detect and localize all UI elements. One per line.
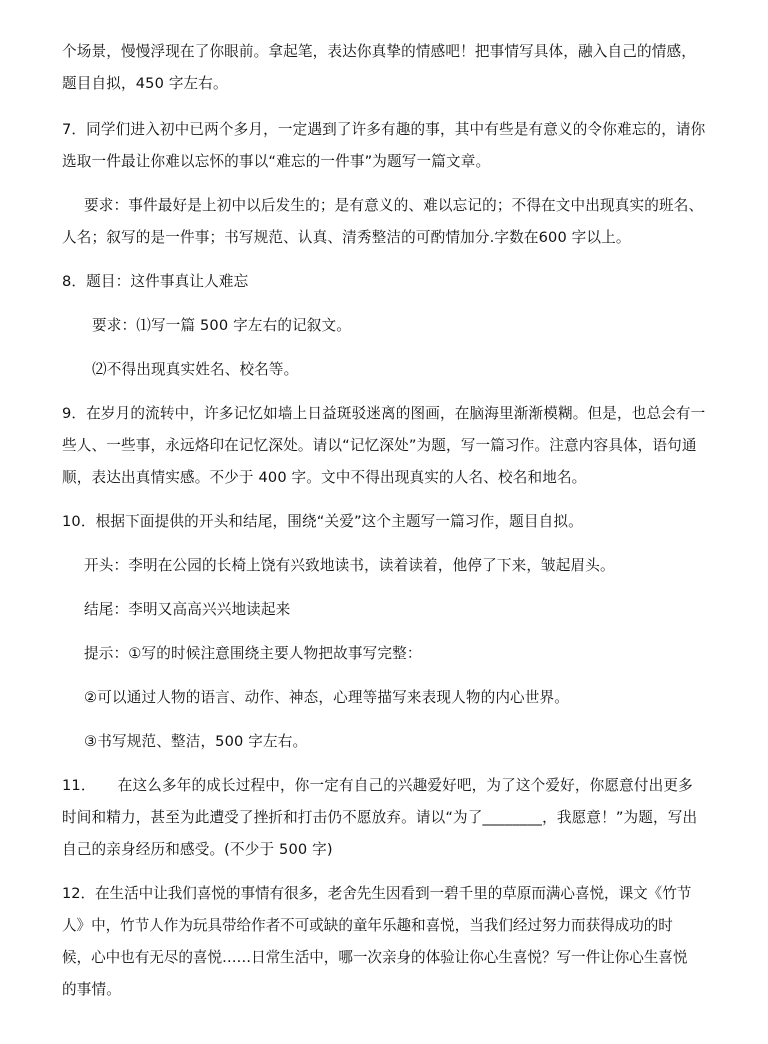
question-9-line: 些人、一些事，永远烙印在记忆深处。请以“记忆深处”为题，写一篇习作。注意内容具体，语句通 [62,437,697,454]
opening-line: 开头：李明在公园的长椅上饶有兴致地读书，读着读着，他停了下来，皱起眉头。 [84,557,615,574]
requirement-line: 要求：⑴写一篇 500 字左右的记叙文。 [92,317,352,334]
question-9-line: 9．在岁月的流转中，许多记忆如墙上日益斑驳迷离的图画，在脑海里渐渐模糊。但是，也总会有一 [62,405,706,422]
text-line: 个场景，慢慢浮现在了你眼前。拿起笔，表达你真挚的情感吧！把事情写具体，融入自己的情感， [62,43,696,60]
requirement-line: ⑵不得出现真实姓名、校名等。 [92,361,299,378]
question-11-line: 自己的亲身经历和感受。(不少于 500 字) [62,841,333,858]
question-11-line: 时间和精力，甚至为此遭受了挫折和打击仍不愿放弃。请以“为了________，我愿意！”为题，写出 [62,809,698,826]
question-12-line: 人》中，竹节人作为玩具带给作者不可或缺的童年乐趣和喜悦，当我们经过努力而获得成功的时 [62,917,673,934]
hint-line: 提示：①写的时候注意围绕主要人物把故事写完整： [84,645,422,662]
hint-line: ②可以通过人物的语言、动作、神态，心理等描写来表现人物的内心世界。 [84,689,570,706]
question-12-line: 12．在生活中让我们喜悦的事情有很多，老舍先生因看到一碧千里的草原而满心喜悦，课文《竹节 [62,885,692,902]
hint-line: ③书写规范、整洁，500 字左右。 [84,733,308,750]
question-7-line: 7．同学们进入初中已两个多月，一定遇到了许多有趣的事，其中有些是有意义的令你难忘的，请你 [62,121,706,138]
question-11-line: 11． 在这么多年的成长过程中，你一定有自己的兴趣爱好吧，为了这个爱好，你愿意付出更多 [62,777,693,794]
ending-line: 结尾：李明又高高兴兴地读起来 [84,601,291,618]
question-12-line: 的事情。 [62,981,121,998]
question-9-line: 顺，表达出真情实感。不少于 400 字。文中不得出现真实的人名、校名和地名。 [62,469,587,486]
requirement-line: 要求：事件最好是上初中以后发生的；是有意义的、难以忘记的；不得在文中出现真实的班名、 [84,197,704,214]
question-7-line: 选取一件最让你难以忘怀的事以“难忘的一件事”为题写一篇文章。 [62,153,491,170]
question-10-line: 10．根据下面提供的开头和结尾，围绕“关爱”这个主题写一篇习作，题目自拟。 [62,513,583,530]
requirement-line: 人名；叙写的是一件事；书写规范、认真、清秀整洁的可酌情加分.字数在600 字以上。 [62,229,631,246]
question-12-line: 候，心中也有无尽的喜悦……日常生活中，哪一次亲身的体验让你心生喜悦？写一件让你心生喜悦 [62,949,688,966]
text-line: 题目自拟，450 字左右。 [62,75,228,92]
question-8-line: 8．题目：这件事真让人难忘 [62,273,249,290]
